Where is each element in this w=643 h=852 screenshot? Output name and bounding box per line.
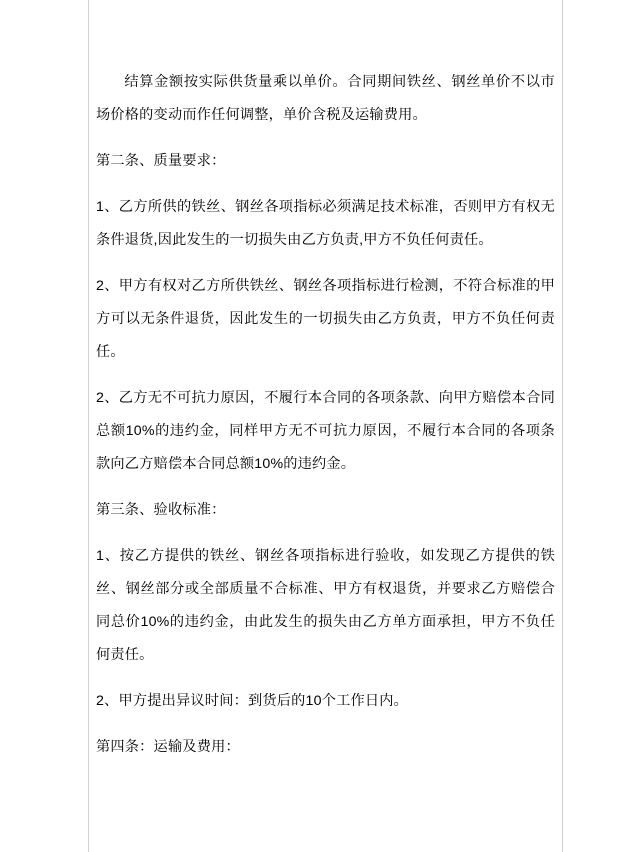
- paragraph-article-two-item-3: 2、乙方无不可抗力原因，不履行本合同的各项条款、向甲方赔偿本合同总额10%的违约金，同样甲方无不可抗力原因，不履行本合同的各项条款向乙方赔偿本合同总额10%的违约金。: [96, 390, 555, 472]
- paragraph-article-two-item-2: 2、甲方有权对乙方所供铁丝、钢丝各项指标进行检测，不符合标准的甲方可以无条件退货，因此发生的一切损失由乙方负责，甲方不负任何责任。: [96, 278, 555, 360]
- left-margin-guide: [88, 0, 89, 852]
- paragraph-article-two-item-1: 1、乙方所供的铁丝、钢丝各项指标必须满足技术标准，否则甲方有权无条件退货,因此发生的一切损失由乙方负责,甲方不负任何责任。: [96, 199, 555, 248]
- heading-article-four: 第四条：运输及费用：: [96, 739, 240, 755]
- heading-article-three: 第三条、验收标准：: [96, 502, 226, 518]
- heading-article-two: 第二条、质量要求：: [96, 153, 226, 169]
- paragraph-article-three-item-2: 2、甲方提出异议时间：到货后的10个工作日内。: [96, 693, 409, 709]
- paragraph-article-three-item-1: 1、按乙方提供的铁丝、钢丝各项指标进行验收，如发现乙方提供的铁丝、钢丝部分或全部质量不合标准、甲方有权退货，并要求乙方赔偿合同总价10%的违约金，由此发生的损失由乙方单方面承担，甲方不负任何责任。: [96, 548, 555, 663]
- paragraph-settlement-amount: 结算金额按实际供货量乘以单价。合同期间铁丝、钢丝单价不以市场价格的变动而作任何调整，单价含税及运输费用。: [96, 74, 555, 123]
- right-margin-guide: [562, 0, 563, 852]
- document-body: [96, 66, 555, 852]
